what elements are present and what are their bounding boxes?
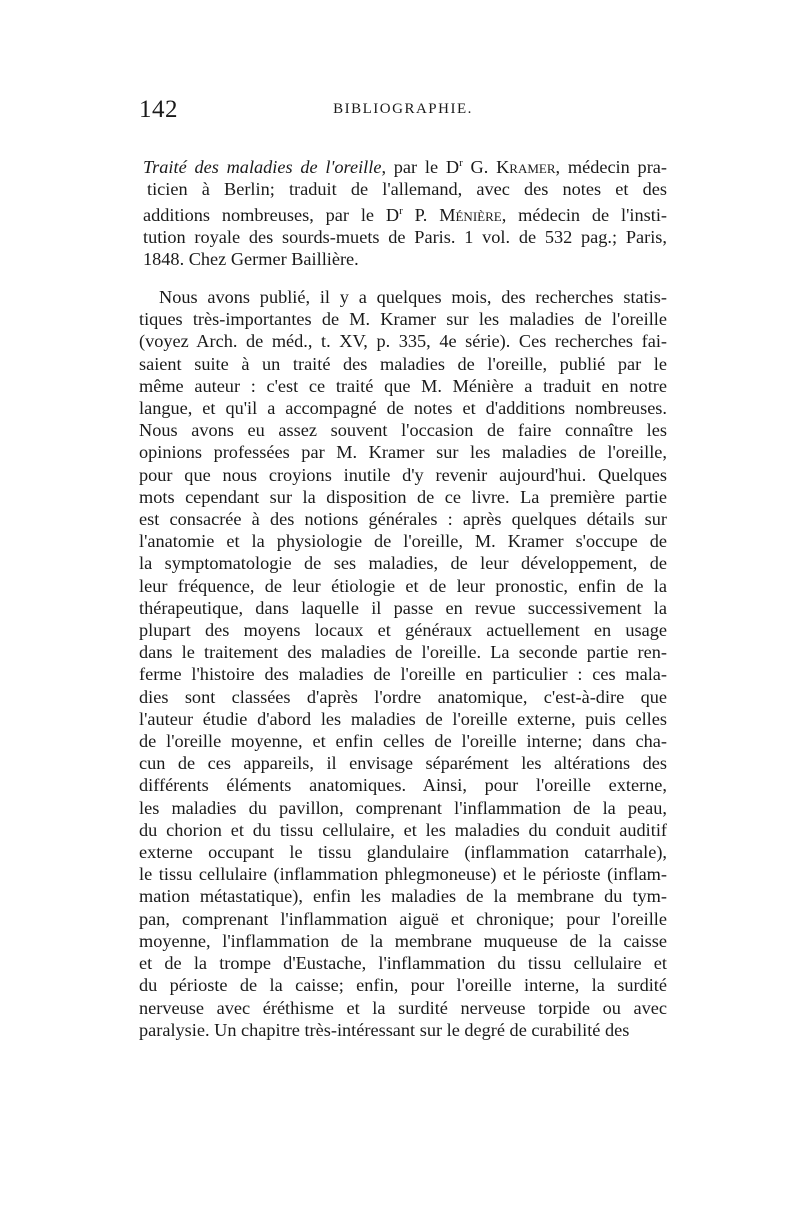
text-line: différents éléments anatomiques. Ainsi, pour l'oreille externe,	[139, 775, 667, 796]
text-line: Nous avons eu assez souvent l'occasion de faire connaître les	[139, 420, 667, 441]
page-number: 142	[139, 96, 178, 123]
text-line: la symptomatologie de ses maladies, de leur développement, de	[139, 553, 667, 574]
text-line: dies sont classées d'après l'ordre anatomique, c'est-à-dire que	[139, 686, 667, 707]
text-line: mation métastatique), enfin les maladies de la membrane du tym-	[139, 886, 667, 907]
text-line: langue, et qu'il a accompagné de notes et d'additions nombreuses.	[139, 398, 667, 419]
entry-line: 1848. Chez Germer Baillière.	[143, 249, 359, 270]
text-line: et de la trompe d'Eustache, l'inflammation du tissu cellulaire et	[139, 953, 667, 974]
text-line: le tissu cellulaire (inflammation phlegmoneuse) et le périoste (inflam-	[139, 864, 667, 885]
text-line: est consacrée à des notions générales : après quelques détails sur	[139, 509, 667, 530]
text-line: tiques très-importantes de M. Kramer sur les maladies de l'oreille	[139, 309, 667, 330]
text-line: (voyez Arch. de méd., t. XV, p. 335, 4e série). Ces recherches fai-	[139, 331, 667, 352]
text-line: opinions professées par M. Kramer sur les maladies de l'oreille,	[139, 442, 667, 463]
text-line: cun de ces appareils, il envisage séparément les altérations des	[139, 753, 667, 774]
text-line: l'auteur étudie d'abord les maladies de l'oreille externe, puis celles	[139, 708, 667, 729]
page-header	[139, 96, 667, 126]
text-line: nerveuse avec éréthisme et la surdité nerveuse torpide ou avec	[139, 997, 667, 1018]
text-line: Nous avons publié, il y a quelques mois, des recherches statis-	[159, 287, 667, 307]
text-line: leur fréquence, de leur étiologie et de leur pronostic, enfin de la	[139, 575, 667, 596]
entry-line: ticien à Berlin; traduit de l'allemand, avec des notes et des	[147, 179, 667, 200]
text-line: saient suite à un traité des maladies de l'oreille, publié par le	[139, 353, 667, 374]
text-line: pour que nous croyions inutile d'y revenir aujourd'hui. Quelques	[139, 464, 667, 485]
text-line: même auteur : c'est ce traité que M. Ménière a traduit en notre	[139, 375, 667, 396]
running-head: BIBLIOGRAPHIE.	[333, 101, 473, 117]
text-line: plupart des moyens locaux et généraux actuellement en usage	[139, 620, 667, 641]
text-line: du périoste de la caisse; enfin, pour l'oreille interne, la surdité	[139, 975, 667, 996]
text-line: mots cependant sur la disposition de ce livre. La première partie	[139, 486, 667, 507]
text-line: externe occupant le tissu glandulaire (inflammation catarrhale),	[139, 842, 667, 863]
translator-name: Ménière	[439, 205, 502, 226]
text-line: du chorion et du tissu cellulaire, et les maladies du conduit auditif	[139, 819, 667, 840]
book-title: Traité des maladies de l'oreille	[143, 157, 382, 178]
text-line: thérapeutique, dans laquelle il passe en revue successivement la	[139, 597, 667, 618]
text-line: l'anatomie et la physiologie de l'oreille, M. Kramer s'occupe de	[139, 531, 667, 552]
text-line: moyenne, l'inflammation de la membrane muqueuse de la caisse	[139, 930, 667, 951]
entry-line: Traité des maladies de l'oreille, par le $D^r$ G. Kramer, médecin pra-	[143, 157, 667, 178]
review-paragraph	[139, 286, 667, 1041]
author-name: Kramer	[496, 157, 556, 178]
text-line: dans le traitement des maladies de l'oreille. La seconde partie ren-	[139, 642, 667, 663]
text-line: de l'oreille moyenne, et enfin celles de l'oreille interne; dans cha-	[139, 731, 667, 752]
text-line: les maladies du pavillon, comprenant l'inflammation de la peau,	[139, 797, 667, 818]
entry-line: tution royale des sourds-muets de Paris. 1 vol. de 532 pag.; Paris,	[143, 227, 667, 248]
text-line: ferme l'histoire des maladies de l'oreille en particulier : ces mala-	[139, 664, 667, 685]
entry-line: additions nombreuses, par le $D^r$ P. Ménière, médecin de l'insti-	[143, 205, 667, 226]
text-line: pan, comprenant l'inflammation aiguë et chronique; pour l'oreille	[139, 908, 667, 929]
bibliographic-entry	[143, 152, 667, 270]
text-line: paralysie. Un chapitre très-intéressant sur le degré de curabilité des	[139, 1019, 630, 1040]
